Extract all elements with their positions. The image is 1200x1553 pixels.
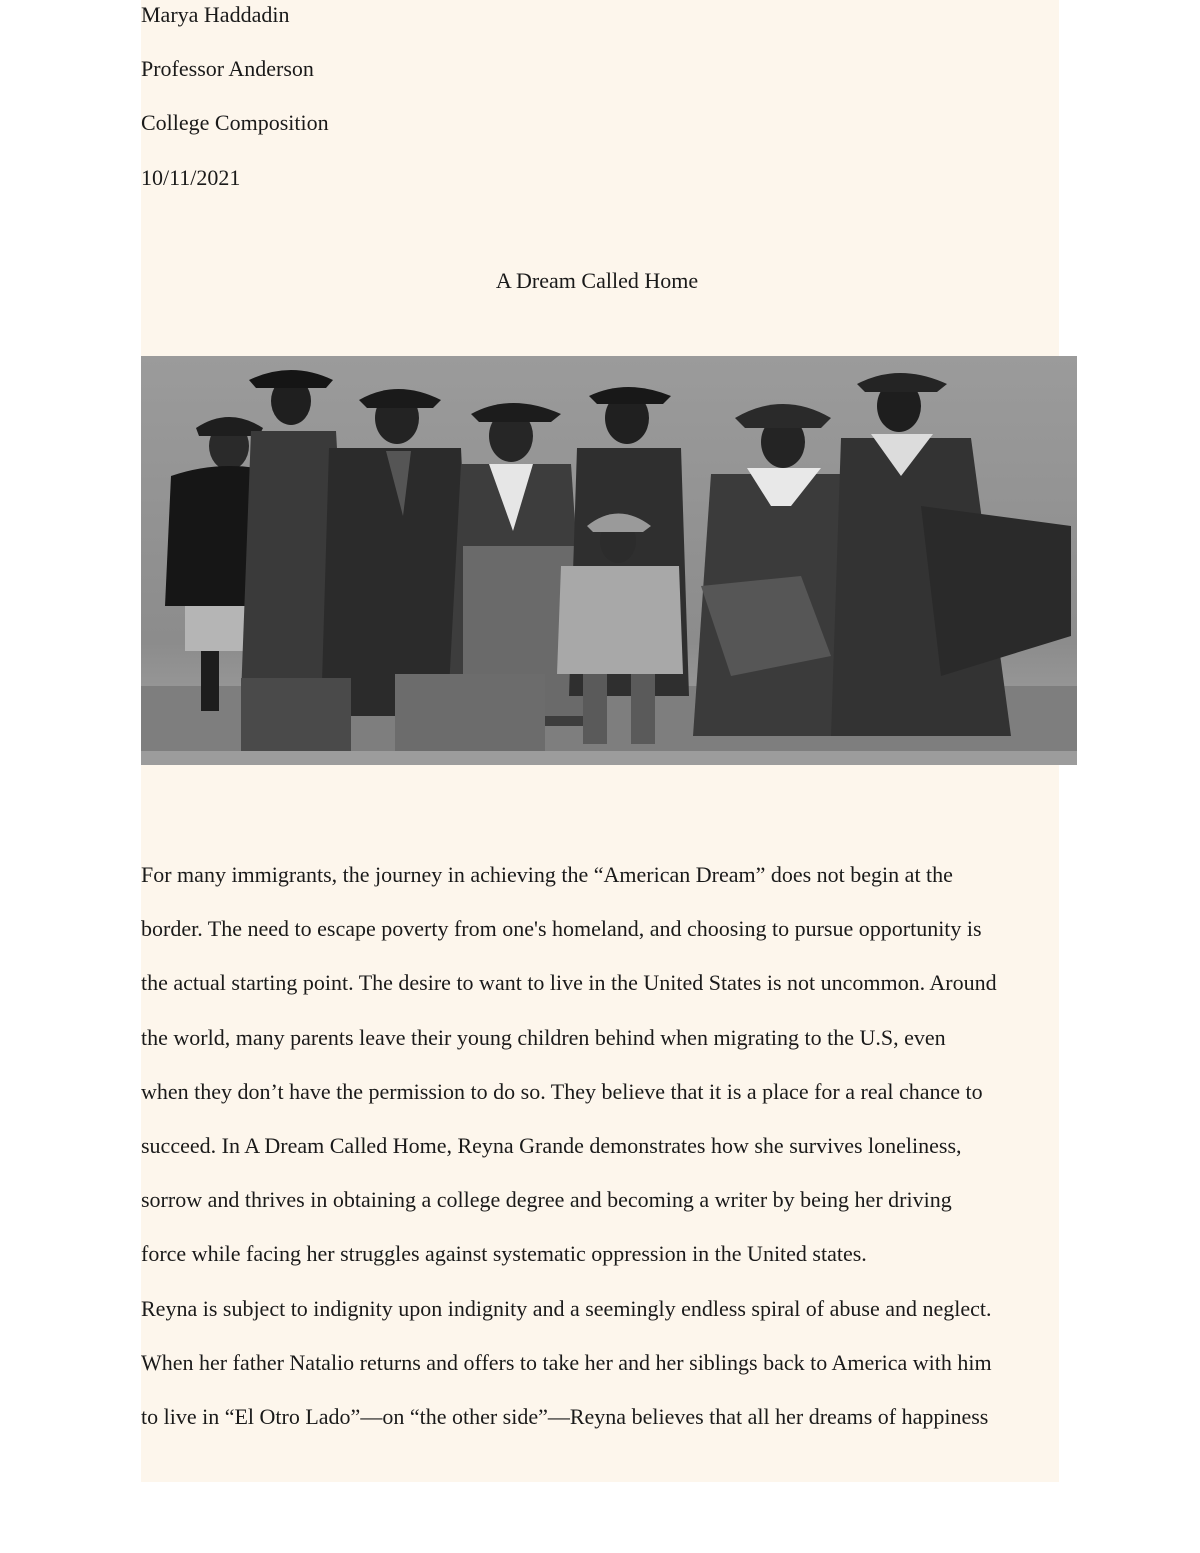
author-name: Marya Haddadin: [141, 2, 290, 27]
essay-date: 10/11/2021: [141, 165, 241, 190]
body-line: When her father Natalio returns and offers to take her and her siblings back to America with him: [141, 1349, 992, 1375]
body-line: the world, many parents leave their young children behind when migrating to the U.S, even: [141, 1024, 946, 1050]
body-line: sorrow and thrives in obtaining a college degree and becoming a writer by being her driving: [141, 1187, 952, 1213]
body-line: succeed. In A Dream Called Home, Reyna Grande demonstrates how she survives loneliness,: [141, 1132, 962, 1158]
historical-family-photo: [141, 356, 1077, 765]
essay-title: A Dream Called Home: [495, 268, 699, 293]
body-line: when they don’t have the permission to do so. They believe that it is a place for a real chance to: [141, 1078, 983, 1104]
body-line: to live in “El Otro Lado”—on “the other side”—Reyna believes that all her dreams of happiness: [141, 1403, 989, 1429]
body-line: Reyna is subject to indignity upon indignity and a seemingly endless spiral of abuse and neglect.: [141, 1295, 992, 1321]
essay-body: [141, 848, 1061, 1444]
course-name: College Composition: [141, 110, 329, 135]
body-line: For many immigrants, the journey in achieving the “American Dream” does not begin at the: [141, 862, 953, 887]
body-line: the actual starting point. The desire to want to live in the United States is not uncommon. Around: [141, 970, 997, 996]
professor-name: Professor Anderson: [141, 56, 314, 81]
body-line: border. The need to escape poverty from one's homeland, and choosing to pursue opportunity is: [141, 916, 982, 942]
body-line: force while facing her struggles against systematic oppression in the United states.: [141, 1241, 867, 1267]
